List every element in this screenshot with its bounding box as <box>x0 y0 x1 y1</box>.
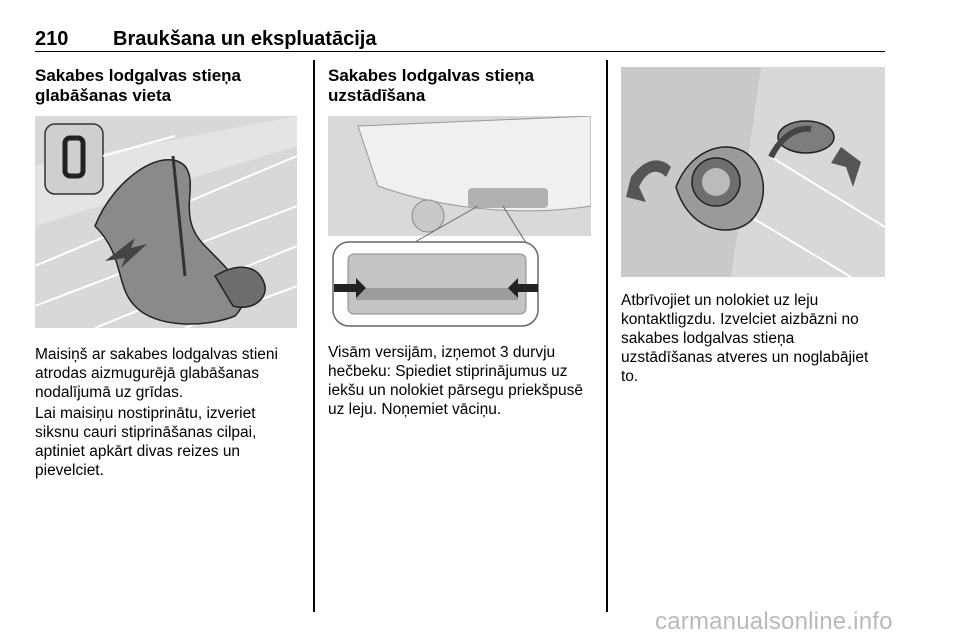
paragraph-bag-location: Maisiņš ar sakabes lodgalvas stieni atrodas aizmugurējā glabāšanas nodalījumā uz grīdas. <box>35 346 278 401</box>
section-heading-storage: Sakabes lodgalvas stieņa glabāšanas vieta <box>35 66 241 105</box>
watermark-text: carmanualsonline.info <box>655 608 893 635</box>
figure-socket <box>621 67 885 277</box>
figure-bumper-cover <box>328 116 591 328</box>
figure-bag-storage <box>35 116 297 328</box>
chapter-title: Braukšana un ekspluatācija <box>113 28 377 50</box>
page-header <box>35 25 885 52</box>
paragraph-press-fasteners: Visām versijām, izņemot 3 durvju hečbeku: Spiediet stiprinājumus uz iekšu un nolokiet pārsegu priekšpusē uz leju. Noņemiet vāciņu. <box>328 344 584 418</box>
column-divider-left <box>313 60 315 612</box>
paragraph-release-socket: Atbrīvojiet un nolokiet uz leju kontaktligzdu. Izvelciet aizbāzni no sakabes lodgalvas stieņa uzstādīšanas atveres un noglabājiet to. <box>621 292 869 385</box>
paragraph-bag-fastening: Lai maisiņu nostiprinātu, izveriet siksnu cauri stiprināšanas cilpai, aptiniet apkārt divas reizes un pievelciet. <box>35 405 257 479</box>
page-number: 210 <box>35 28 69 50</box>
column-divider-right <box>606 60 608 612</box>
section-heading-installation: Sakabes lodgalvas stieņa uzstādīšana <box>328 66 534 105</box>
